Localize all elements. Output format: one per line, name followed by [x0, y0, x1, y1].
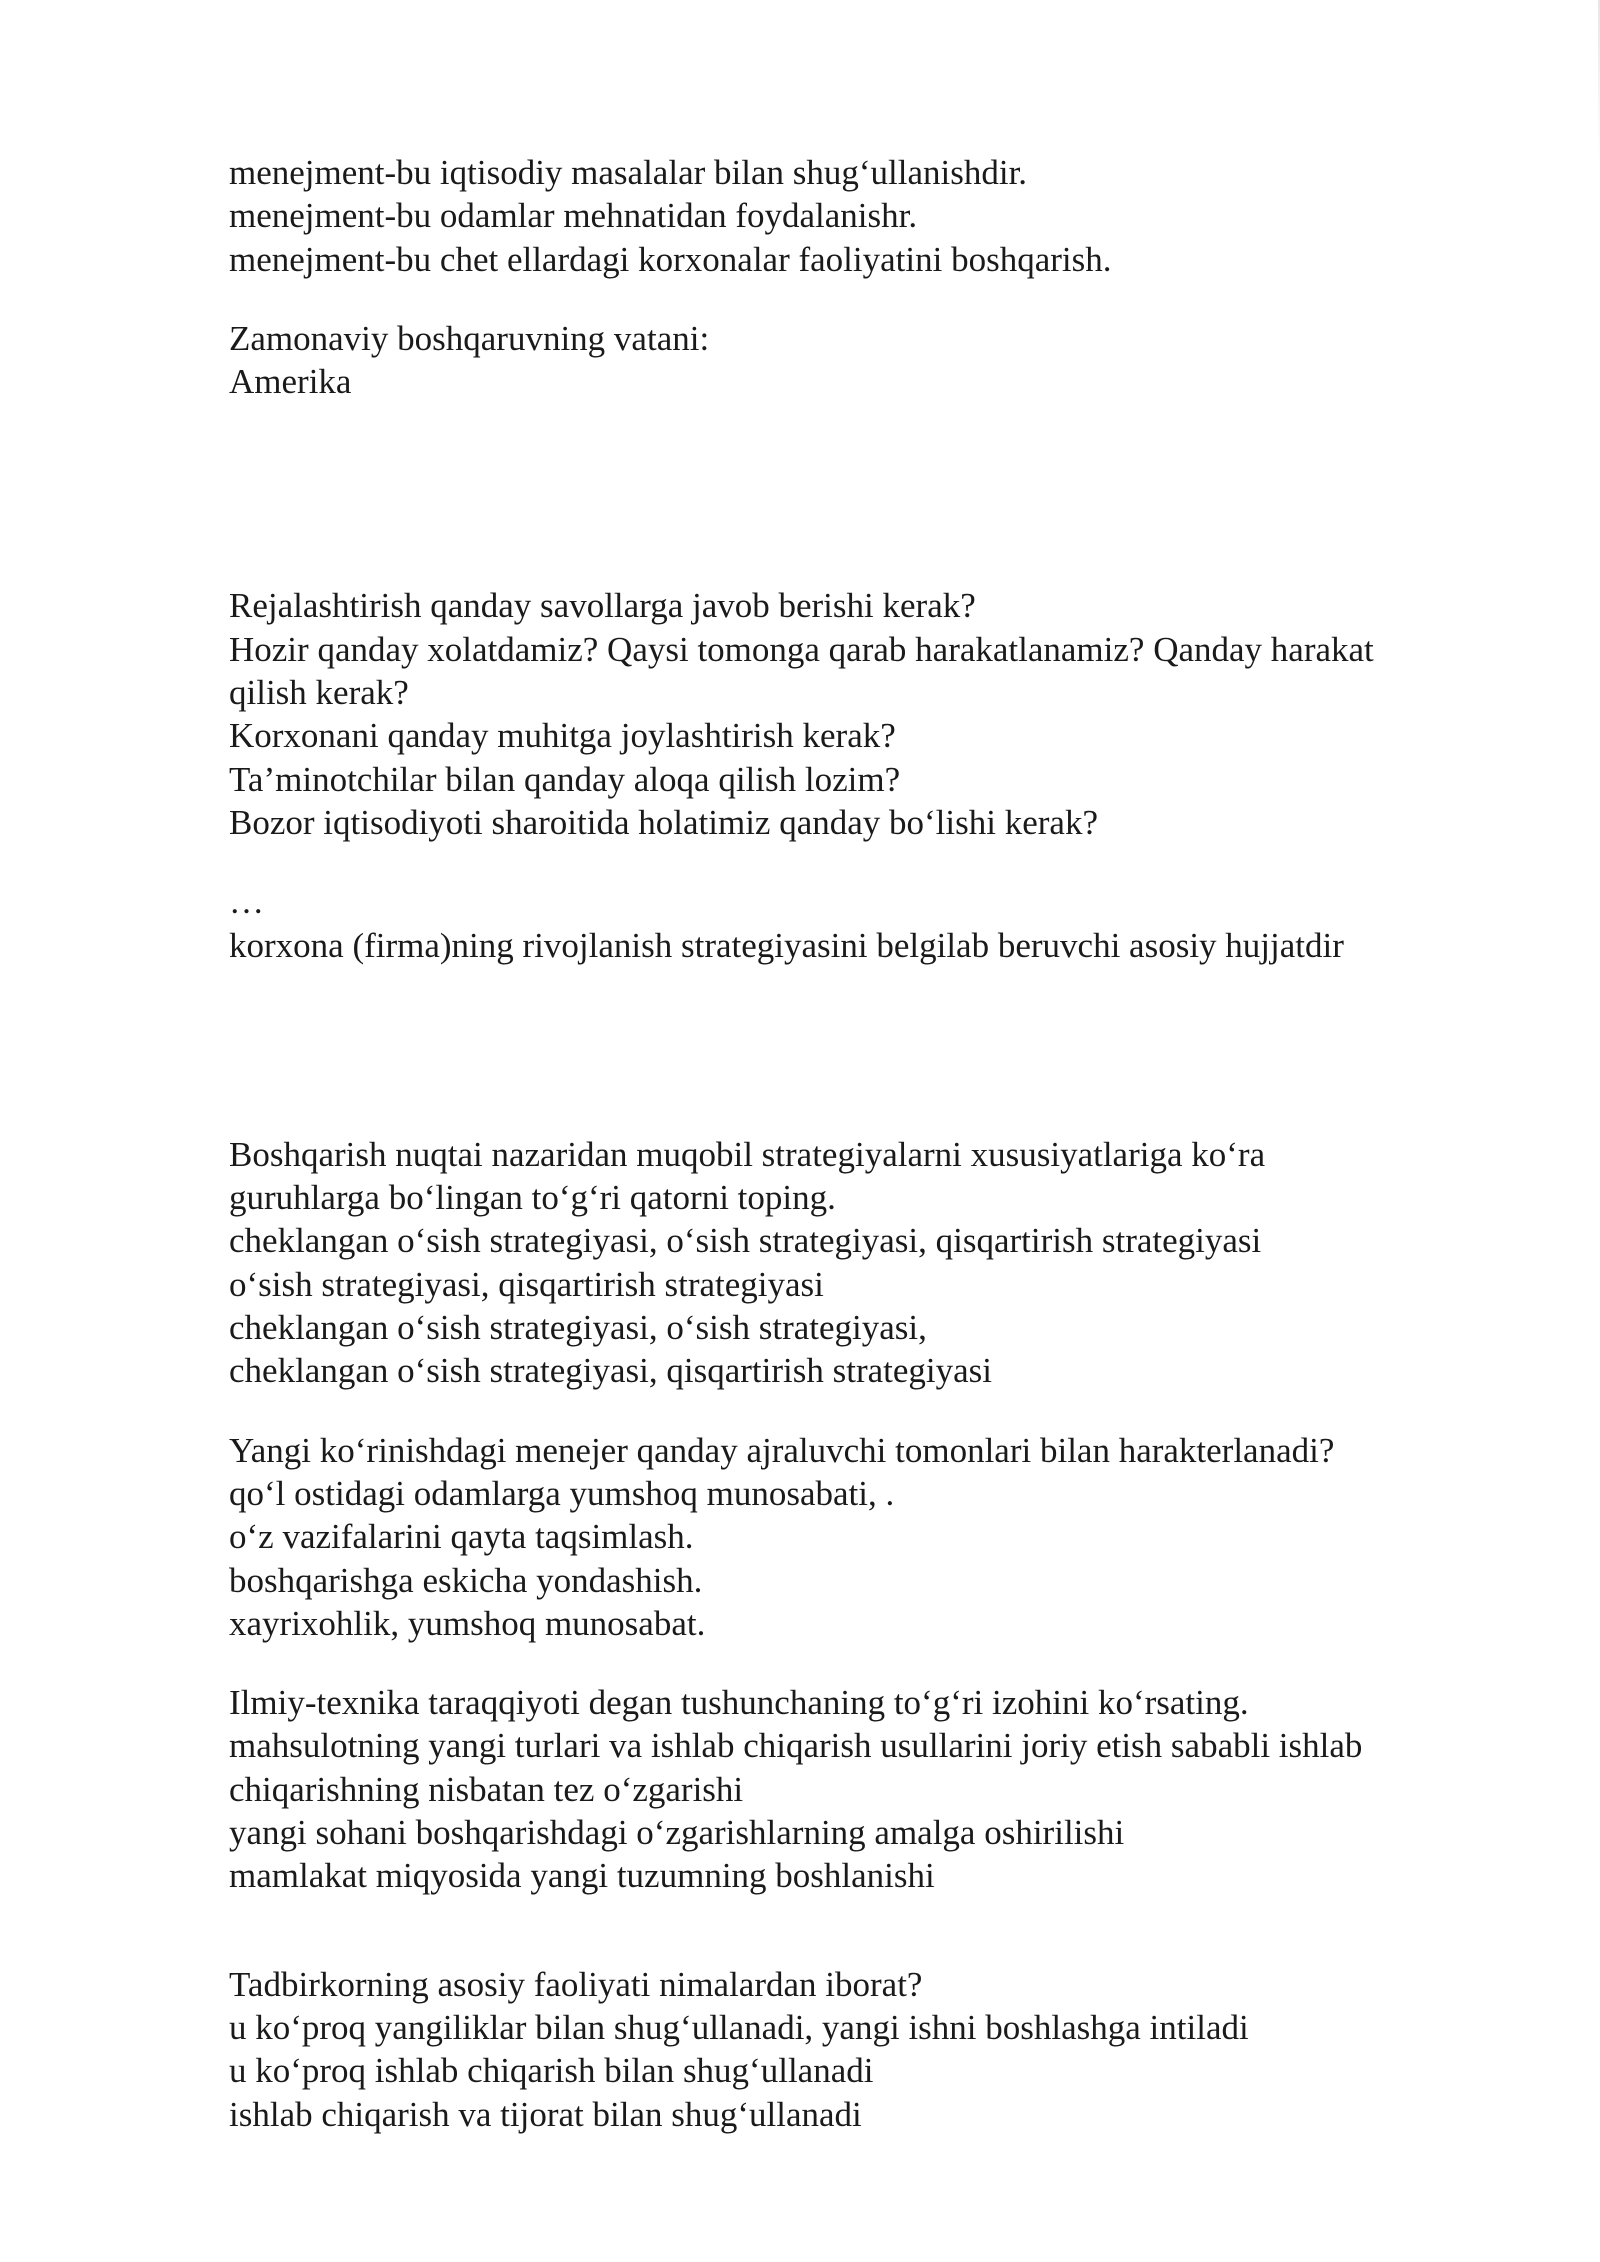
answer-line: chiqarishning nisbatan tez o‘zgarishi [229, 1769, 744, 1809]
answer-line: o‘sish strategiyasi, qisqartirish strategiyasi [229, 1264, 824, 1304]
text-line: menejment-bu chet ellardagi korxonalar faoliyatini boshqarish. [229, 239, 1112, 279]
answer-line: korxona (firma)ning rivojlanish strategiyasini belgilab beruvchi asosiy hujjatdir [229, 925, 1344, 965]
answer-line: Hozir qanday xolatdamiz? Qaysi tomonga qarab harakatlanamiz? Qanday harakat [229, 629, 1374, 669]
answer-line: Amerika [229, 362, 352, 402]
paragraph-spacer [229, 1645, 1484, 1681]
paragraph-ilmiy-texnika [229, 1681, 1484, 1897]
answer-line: qilish kerak? [229, 673, 409, 713]
answer-line: boshqarishga eskicha yondashish. [229, 1560, 703, 1600]
paragraph-spacer [229, 1393, 1484, 1429]
question-line: Boshqarish nuqtai nazaridan muqobil strategiyalarni xususiyatlariga ko‘ra [229, 1134, 1266, 1174]
answer-line: o‘z vazifalarini qayta taqsimlash. [229, 1517, 694, 1557]
paragraph-spacer [229, 844, 1484, 880]
answer-line: yangi sohani boshqarishdagi o‘zgarishlarning amalga oshirilishi [229, 1813, 1125, 1853]
answer-line: cheklangan o‘sish strategiyasi, o‘sish strategiyasi, qisqartirish strategiyasi [229, 1221, 1262, 1261]
paragraph-spacer [229, 403, 1484, 584]
question-line: Zamonaviy boshqaruvning vatani: [229, 318, 710, 358]
question-line: guruhlarga bo‘lingan to‘g‘ri qatorni toping. [229, 1178, 836, 1218]
paragraph-menejment-definitions [229, 151, 1484, 281]
answer-line: Ta’minotchilar bilan qanday aloqa qilish lozim? [229, 759, 901, 799]
paragraph-tadbirkor [229, 1963, 1484, 2136]
paragraph-zamonaviy-boshqaruv [229, 317, 1484, 404]
question-line: Rejalashtirish qanday savollarga javob berishi kerak? [229, 586, 976, 626]
answer-line: Bozor iqtisodiyoti sharoitida holatimiz qanday bo‘lishi kerak? [229, 802, 1098, 842]
answer-line: Korxonani qanday muhitga joylashtirish kerak? [229, 716, 896, 756]
answer-line: ishlab chiqarish va tijorat bilan shug‘ullanadi [229, 2094, 862, 2134]
answer-line: xayrixohlik, yumshoq munosabat. [229, 1603, 706, 1643]
paragraph-spacer [229, 281, 1484, 317]
question-line: Yangi ko‘rinishdagi menejer qanday ajraluvchi tomonlari bilan harakterlanadi? [229, 1430, 1335, 1470]
paragraph-strategiyalar [229, 1133, 1484, 1393]
paragraph-rejalashtirish [229, 584, 1484, 844]
answer-line: cheklangan o‘sish strategiyasi, qisqartirish strategiyasi [229, 1351, 993, 1391]
document-body [229, 151, 1484, 2136]
question-line: Ilmiy-texnika taraqqiyoti degan tushunchaning to‘g‘ri izohini ko‘rsating. [229, 1683, 1249, 1723]
answer-line: u ko‘proq yangiliklar bilan shug‘ullanadi, yangi ishni boshlashga intiladi [229, 2007, 1249, 2047]
answer-line: mahsulotning yangi turlari va ishlab chiqarish usullarini joriy etish sababli ishlab [229, 1726, 1363, 1766]
answer-line: qo‘l ostidagi odamlarga yumshoq munosabati, . [229, 1473, 895, 1513]
text-line: menejment-bu iqtisodiy masalalar bilan shug‘ullanishdir. [229, 153, 1028, 192]
answer-line: cheklangan o‘sish strategiyasi, o‘sish strategiyasi, [229, 1308, 927, 1348]
paragraph-yangi-menejer [229, 1429, 1484, 1645]
paragraph-spacer [229, 967, 1484, 1133]
text-line: menejment-bu odamlar mehnatidan foydalanishr. [229, 196, 918, 236]
paragraph-spacer [229, 1898, 1484, 1963]
ellipsis-line: … [229, 882, 264, 922]
paragraph-ellipsis [229, 880, 1484, 967]
answer-line: mamlakat miqyosida yangi tuzumning boshlanishi [229, 1856, 935, 1896]
answer-line: u ko‘proq ishlab chiqarish bilan shug‘ullanadi [229, 2051, 874, 2091]
question-line: Tadbirkorning asosiy faoliyati nimalardan iborat? [229, 1964, 923, 2004]
